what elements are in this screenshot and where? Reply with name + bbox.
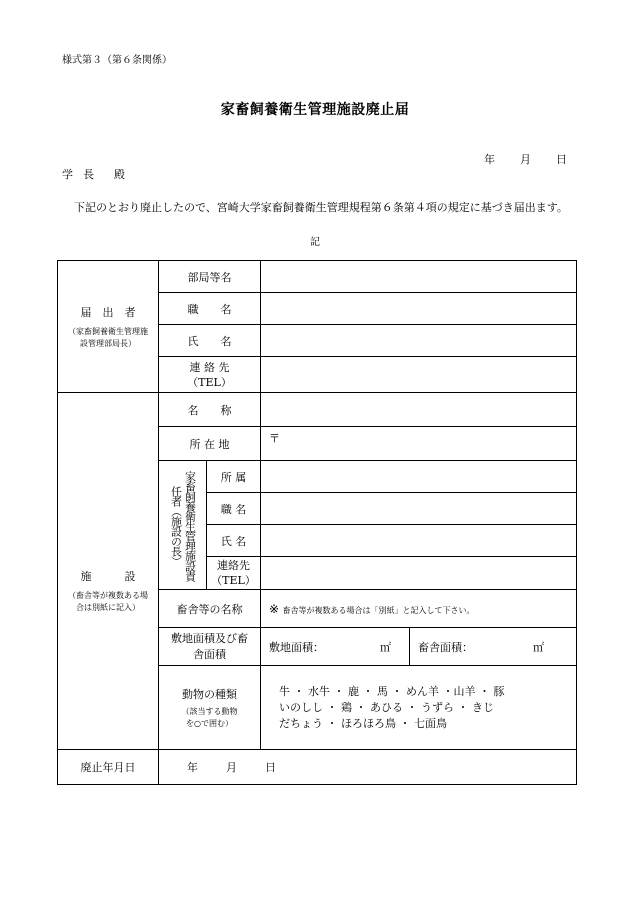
facility-heading-cell <box>58 393 159 750</box>
addressee <box>62 166 125 182</box>
manager-heading: 家畜飼養衛生管理施設責任者（施設の長） <box>169 471 197 581</box>
date-month-label: 月 <box>520 153 531 166</box>
date-year-label: 年 <box>484 153 495 166</box>
body-text: 下記のとおり廃止したので、宮崎大学家畜飼養衛生管理規程第６条第４項の規定に基づき届出ます。 <box>74 201 568 214</box>
form-number-label: 様式第３（第６条関係） <box>62 55 172 66</box>
notification-form-table <box>57 260 577 785</box>
department-input[interactable] <box>261 261 577 293</box>
abolition-date-row <box>58 750 577 785</box>
animal-label-cell <box>159 666 261 750</box>
addressee-name-1: 学 <box>62 168 73 181</box>
manager-position-input[interactable] <box>261 493 577 525</box>
site-area-cell[interactable] <box>261 628 410 666</box>
barn-area-cell[interactable] <box>410 628 577 666</box>
facility-heading: 施 設 <box>80 570 136 583</box>
manager-contact-text: 連絡先 <box>217 559 250 572</box>
abolition-date-label: 廃止年月日 <box>58 750 159 785</box>
notifier-contact-input[interactable] <box>261 357 577 393</box>
department-label: 部局等名 <box>159 261 261 293</box>
notifier-position-label: 職 名 <box>159 293 261 325</box>
facility-name-label: 名 称 <box>159 393 261 427</box>
barn-area-unit: ㎡ <box>533 640 544 654</box>
site-area-label: 敷地面積： <box>269 640 324 654</box>
manager-name-label: 氏 名 <box>207 525 261 557</box>
submission-date <box>484 151 567 167</box>
addressee-honorific: 殿 <box>114 168 125 181</box>
abolition-month: 月 <box>226 761 237 774</box>
notifier-name-label: 氏 名 <box>159 325 261 357</box>
animal-list-cell[interactable] <box>261 666 577 750</box>
notifier-contact-tel: （TEL） <box>187 375 232 389</box>
abolition-year: 年 <box>187 761 198 774</box>
animal-list-line-2[interactable]: いのしし ・ 鶏 ・ あひる ・ うずら ・ きじ <box>279 700 494 714</box>
manager-affiliation-label: 所 属 <box>207 461 261 493</box>
site-area-unit: ㎡ <box>380 640 391 654</box>
animal-note: （該当する動物を○で囲む） <box>181 706 238 728</box>
barn-name-label: 畜舎等の名称 <box>159 590 261 628</box>
area-label: 敷地面積及び畜舎面積 <box>159 628 261 666</box>
document-title: 家畜飼養衛生管理施設廃止届 <box>220 102 410 118</box>
notifier-name-input[interactable] <box>261 325 577 357</box>
animal-label: 動物の種類 <box>182 687 237 701</box>
animal-list-line-1[interactable]: 牛 ・ 水牛 ・ 鹿 ・ 馬 ・ めん羊 ・山羊 ・ 豚 <box>279 684 505 698</box>
department-row <box>58 261 577 293</box>
addressee-name-2: 長 <box>83 168 94 181</box>
facility-heading-note: （畜舎等が複数ある場合は別紙に記入） <box>68 591 148 612</box>
notifier-contact-text: 連 絡 先 <box>189 360 230 374</box>
notifier-position-input[interactable] <box>261 293 577 325</box>
notifier-contact-label <box>159 357 261 393</box>
facility-name-row <box>58 393 577 427</box>
facility-location-label: 所 在 地 <box>159 427 261 461</box>
barn-area-label: 畜舎面積： <box>418 640 473 654</box>
animal-list-line-3[interactable]: だちょう ・ ほろほろ鳥 ・ 七面鳥 <box>279 716 447 730</box>
manager-contact-input[interactable] <box>261 557 577 590</box>
barn-name-input[interactable] <box>261 590 577 628</box>
manager-contact-tel: （TEL） <box>211 574 256 587</box>
abolition-day: 日 <box>265 761 276 774</box>
manager-position-label: 職 名 <box>207 493 261 525</box>
barn-note: 畜舎等が複数ある場合は「別紙」と記入して下さい。 <box>282 605 475 615</box>
facility-name-input[interactable] <box>261 393 577 427</box>
postal-mark: 〒 <box>269 432 280 445</box>
date-day-label: 日 <box>556 153 567 166</box>
notifier-heading-cell <box>58 261 159 393</box>
manager-name-input[interactable] <box>261 525 577 557</box>
ki-label: 記 <box>310 237 320 248</box>
notifier-heading-note: （家畜飼養衛生管理施設管理部局長） <box>68 326 148 348</box>
barn-note-mark: ※ <box>269 601 280 616</box>
manager-affiliation-input[interactable] <box>261 461 577 493</box>
manager-heading-cell <box>159 461 207 590</box>
notifier-heading: 届 出 者 <box>80 305 136 319</box>
manager-contact-label <box>207 557 261 590</box>
abolition-date-input[interactable] <box>159 750 577 785</box>
facility-location-input[interactable] <box>261 427 577 461</box>
